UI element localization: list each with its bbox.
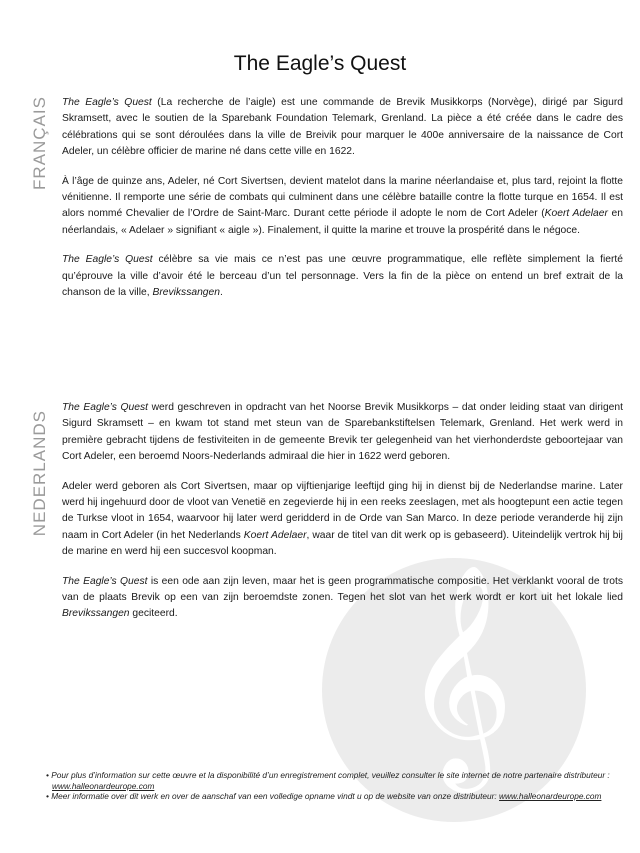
- italic-text: The Eagle’s Quest: [62, 254, 153, 266]
- footer-text: • Pour plus d’information sur cette œuvre et la disponibilité d’un enregistrement complet, veuillez consulter le site internet de notre partenaire distributeur :: [46, 770, 610, 780]
- italic-text: Brevikssangen: [152, 287, 220, 299]
- body-text: geciteerd.: [129, 608, 178, 620]
- italic-text: Koert Adelaer: [544, 208, 608, 220]
- footer-text: • Meer informatie over dit werk en over de aanschaf van een volledige opname vindt u op de website van onze distributeur:: [46, 791, 500, 801]
- paragraph: [62, 479, 623, 561]
- italic-text: Koert Adelaer: [243, 529, 307, 541]
- body-text: werd geschreven in opdracht van het Noorse Brevik Musikkorps – dat onder leiding staat van dirigent Sigurd Skramsett – en kwam tot stand met steun van de Sparebankstiftelsen Telemark, Grenland. Het werk werd in première gebracht tijdens de festiviteiten in de gemeente Brevik ter gelegenheid van het vierhonderdste geboortejaar van Cort Adeler, een beroemd Noors-Nederlands admiraal die hier in 1622 werd geboren.: [62, 402, 623, 463]
- section-french: [62, 95, 623, 314]
- paragraph: [62, 95, 623, 161]
- body-text: is een ode aan zijn leven, maar het is geen programmatische compositie. Het verklankt vooral de trots van de plaats Brevik op een van zijn beroemdste zonen. Tegen het slot van het werk wordt er kort uit het lokale lied: [62, 575, 623, 604]
- body-text: en néerlandais, « Adelaer » signifiant « aigle »). Finalement, il quitte la marine et trouve la prospérité dans le négoce.: [62, 208, 623, 236]
- paragraph: [62, 574, 623, 623]
- body-text: À l’âge de quinze ans, Adeler, né Cort Sivertsen, devient matelot dans la marine néerlandaise et, plus tard, rejoint la flotte vénitienne. Il remporte une série de combats qui culminent dans une célèbre bataille contre la flotte turque en 1654. Il est alors nommé Chevalier de l’Ordre de Saint-Marc. Durant cette période il adopte le nom de Cort Adeler (: [62, 175, 623, 220]
- body-text: célèbre sa vie mais ce n’est pas une œuvre programmatique, elle reflète simplement la fierté qu’éprouve la ville d’avoir été le berceau d’un tel personnage. Vers la fin de la pièce on entend un bref extrait de la chanson de la ville,: [62, 254, 623, 299]
- italic-text: The Eagle’s Quest: [62, 402, 149, 413]
- paragraph: [62, 400, 623, 466]
- footer-notes: [46, 770, 626, 802]
- italic-text: The Eagle’s Quest: [62, 575, 148, 587]
- body-text: (La recherche de l’aigle) est une commande de Brevik Musikkorps (Norvège), dirigé par Sigurd Skramsett, avec le soutien de la Sparebank Foundation Telemark, Grenland. La pièce a été créée dans le cadre des célébrations qui se sont déroulées dans la ville de Breivik pour marquer le 400e anniversaire de la naissance de Cort Adeler, un célèbre officier de marine né dans cette ville en 1622.: [62, 97, 624, 158]
- treble-clef-icon: 𝄞: [402, 562, 515, 783]
- distributor-link[interactable]: www.halleonardeurope.com: [52, 780, 155, 791]
- body-text: , waar de titel van dit werk op is gebaseerd). Uiteindelijk vertrok hij bij de marine en werd hij een succesvol koopman.: [62, 529, 623, 558]
- footer-note-french: [46, 770, 626, 791]
- distributor-link[interactable]: www.halleonardeurope.com: [499, 791, 602, 801]
- paragraph: [62, 174, 623, 240]
- body-text: Adeler werd geboren als Cort Sivertsen, maar op vijftienjarige leeftijd ging hij in dienst bij de Nederlandse marine. Later werd hij ingehuurd door de vloot van Venetië en zegevierde hij in een reeks zeeslagen, met als hoogtepunt een actie tegen de Turkse vloot in 1654, waarvoor hij later werd geridderd in de Orde van San Marco. In deze periode veranderde hij zijn naam in Cort Adeler (in het Nederlands: [62, 480, 623, 541]
- italic-text: The Eagle’s Quest: [62, 97, 152, 108]
- section-dutch: [62, 400, 623, 636]
- body-text: .: [220, 287, 223, 299]
- footer-note-dutch: [46, 791, 626, 802]
- page-title: The Eagle’s Quest: [233, 52, 407, 75]
- language-label-french: FRANÇAIS: [30, 96, 49, 190]
- language-label-dutch: NEDERLANDS: [30, 410, 49, 537]
- paragraph: [62, 252, 623, 301]
- italic-text: Brevikssangen: [62, 608, 130, 620]
